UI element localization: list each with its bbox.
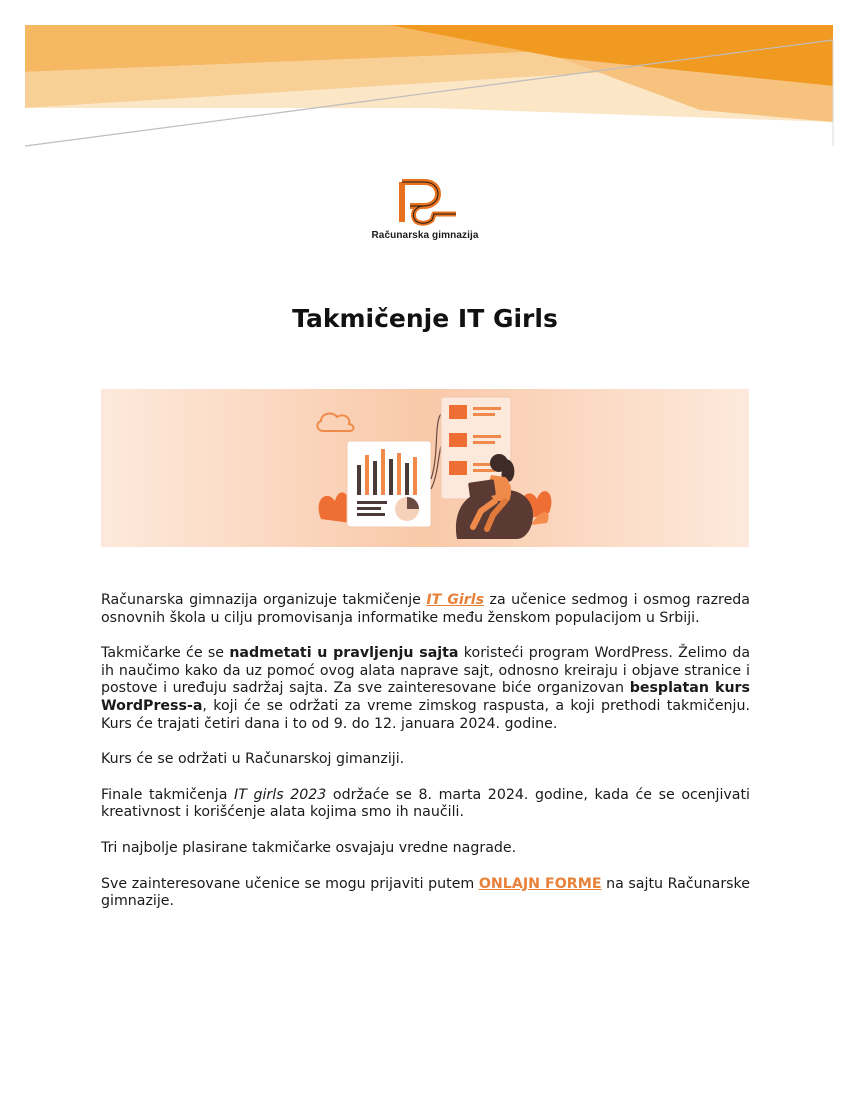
it-girls-link[interactable]: IT Girls — [426, 592, 485, 608]
paragraph-location: Kurs će se održati u Računarskoj gimanziji. — [101, 751, 405, 768]
paragraph-signup: Sve zainteresovane učenice se mogu prijaviti putem ONLAJN FORME na sajtu Računarske gimnazije. — [101, 875, 750, 910]
school-logo — [370, 176, 480, 241]
paragraph-finale: Finale takmičenja IT girls 2023 održaće se 8. marta 2024. godine, kada će se ocenjivati kreativnost i korišćenje alata kojima smo ih naučili. — [101, 786, 751, 821]
paragraph-intro: Računarska gimnazija organizuje takmičenje IT Girls za učenice sedmog i osmog razreda osnovnih škola u cilju promovisanja informatike među ženskom populacijom u Srbiji. — [101, 592, 750, 626]
logo-caption: Računarska gimnazija — [371, 230, 479, 241]
paragraph-competition: Takmičarke će se nadmetati u pravljenju sajta koristeći program WordPress. Želimo da ih naučimo kako da uz pomoć ovog alata naprave sajt, odnosno kreiraju i objave stranice i postove i uređuju sadržaj sajta. Za sve zainteresovane biće organizovan besplatan kurs WordPress-a, koji će se održati za vreme zimskog raspusta, a koji prethodi takmičenju. Kurs će trajati četiri dana i to od 9. do 12. januara 2024. godine. — [101, 645, 751, 732]
header-decoration — [0, 0, 850, 160]
school-logo-icon — [390, 176, 460, 228]
banner-illustration — [101, 389, 749, 547]
article-body — [101, 592, 750, 929]
paragraph-prizes: Tri najbolje plasirane takmičarke osvajaju vredne nagrade. — [101, 839, 517, 856]
page-title: Takmičenje IT Girls — [292, 304, 558, 333]
online-form-link[interactable]: ONLAJN FORME — [478, 875, 602, 892]
